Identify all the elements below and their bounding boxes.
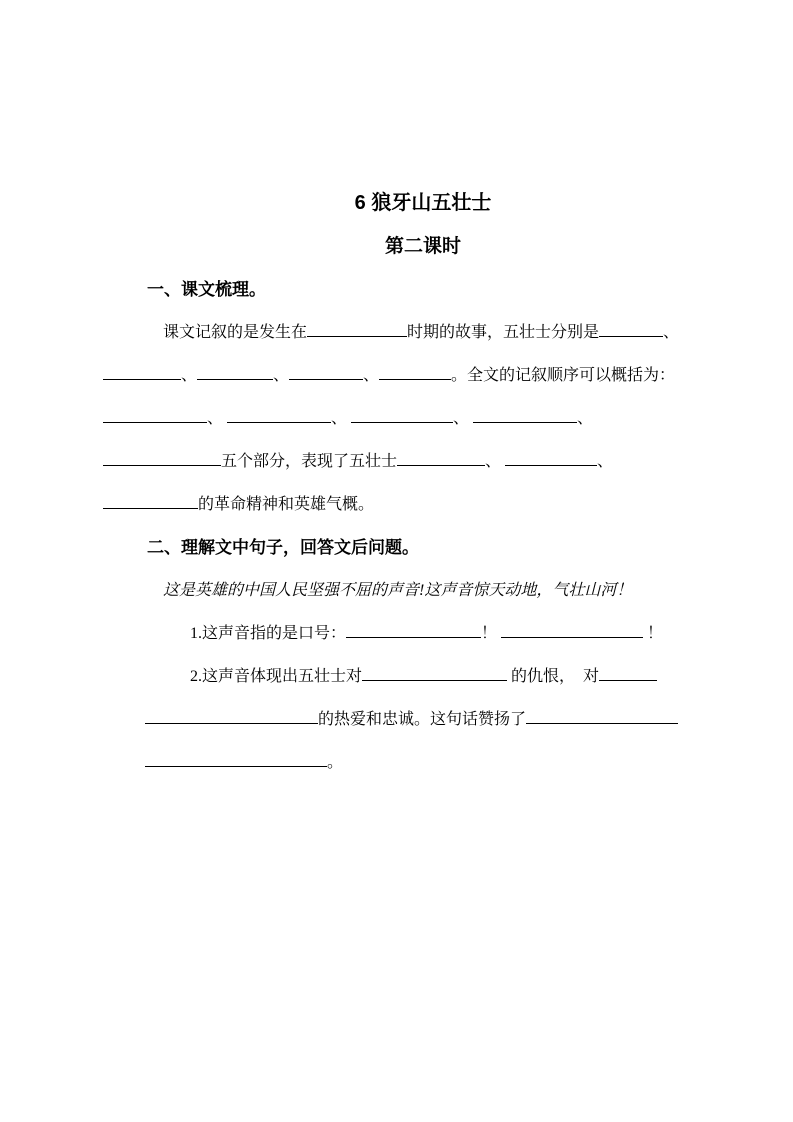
- worksheet-line: [103, 698, 703, 741]
- answer-blank: [197, 364, 273, 380]
- answer-blank: [501, 622, 643, 638]
- worksheet-line: [103, 612, 703, 655]
- answer-blank: [505, 450, 597, 466]
- answer-blank: [145, 751, 327, 767]
- text-run: ！: [481, 625, 502, 642]
- text-run: 、: [597, 453, 614, 470]
- worksheet-line: [103, 354, 703, 397]
- answer-blank: [599, 321, 663, 337]
- text-run: 、: [453, 410, 474, 427]
- answer-blank: [473, 407, 577, 423]
- text-run: 时期的故事，五壮士分别是: [407, 324, 600, 341]
- worksheet-line: [103, 655, 703, 698]
- text-run: 、: [485, 453, 506, 470]
- text-run: 、: [363, 367, 380, 384]
- lesson-subtitle: 第二课时: [384, 236, 461, 257]
- answer-blank: [351, 407, 453, 423]
- answer-blank: [526, 708, 678, 724]
- quoted-sentence: 这是英雄的中国人民坚强不屈的声音!这声音惊天动地，气壮山河！: [163, 582, 633, 599]
- text-run: 的热爱和忠诚。这句话赞扬了: [318, 711, 527, 728]
- text-run: 2.这声音体现出五壮士对: [190, 668, 363, 685]
- answer-blank: [103, 493, 198, 509]
- answer-blank: [307, 321, 407, 337]
- answer-blank: [227, 407, 331, 423]
- worksheet-line: [103, 483, 703, 526]
- text-run: 1.这声音指的是口号：: [190, 625, 347, 642]
- text-run: 、: [207, 410, 228, 427]
- answer-blank: [397, 450, 485, 466]
- page-content: [103, 182, 703, 784]
- answer-blank: [599, 665, 657, 681]
- answer-blank: [103, 450, 221, 466]
- answer-blank: [362, 665, 507, 681]
- worksheet-line: [103, 741, 703, 784]
- section1-exercise-lines: [103, 311, 703, 526]
- text-run: 的仇恨， 对: [507, 668, 600, 685]
- answer-blank: [346, 622, 481, 638]
- text-run: 、: [577, 410, 594, 427]
- answer-blank: [379, 364, 451, 380]
- section1-heading: 一、课文梳理。: [147, 280, 266, 299]
- worksheet-line: [103, 311, 703, 354]
- text-run: 五个部分，表现了五壮士: [221, 453, 398, 470]
- text-run: 。: [327, 754, 344, 771]
- section2-heading: 二、理解文中句子，回答文后问题。: [147, 538, 419, 557]
- text-run: 、: [331, 410, 352, 427]
- text-run: 的革命精神和英雄气概。: [198, 496, 375, 513]
- section2-exercise-lines: [103, 612, 703, 784]
- answer-blank: [289, 364, 363, 380]
- text-run: 。全文的记叙顺序可以概括为：: [451, 367, 676, 384]
- lesson-title: 6 狼牙山五壮士: [354, 192, 492, 214]
- answer-blank: [103, 407, 207, 423]
- text-run: 、: [663, 324, 680, 341]
- text-run: ！: [643, 625, 664, 642]
- text-run: 、: [181, 367, 198, 384]
- text-run: 课文记叙的是发生在: [163, 324, 308, 341]
- text-run: 、: [273, 367, 290, 384]
- worksheet-line: [103, 440, 703, 483]
- answer-blank: [145, 708, 318, 724]
- worksheet-line: [103, 397, 703, 440]
- answer-blank: [103, 364, 181, 380]
